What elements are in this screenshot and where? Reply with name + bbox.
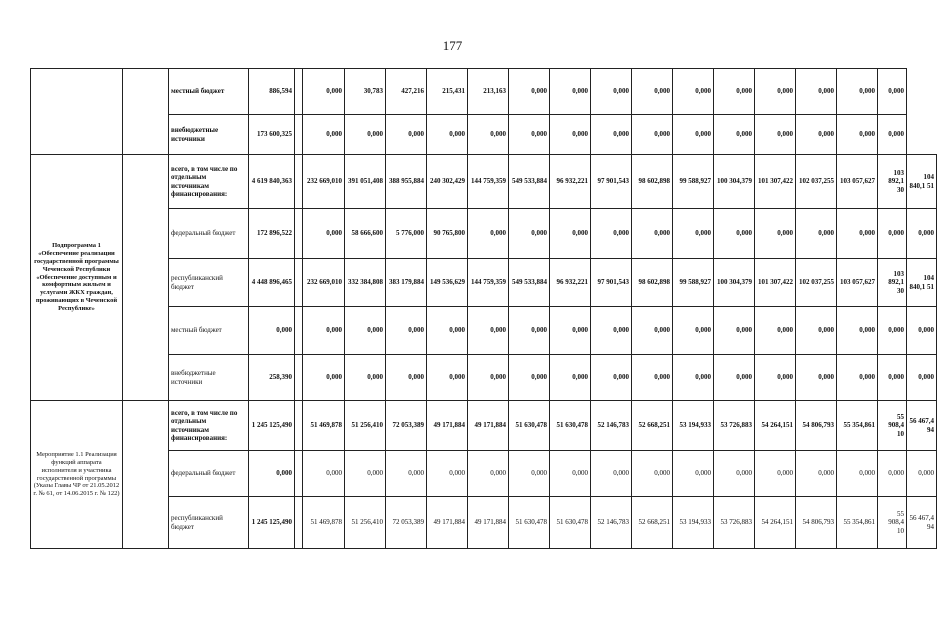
year-value: 54 264,151 (755, 401, 796, 451)
source-label: местный бюджет (169, 307, 249, 355)
total-value: 1 245 125,490 (249, 401, 295, 451)
year-value: 0,000 (796, 209, 837, 259)
year-value: 0,000 (632, 209, 673, 259)
year-value: 0,000 (673, 355, 714, 401)
year-value: 0,000 (468, 451, 509, 497)
year-value: 0,000 (550, 355, 591, 401)
source-label: республиканский бюджет (169, 497, 249, 549)
year-value: 0,000 (386, 355, 427, 401)
year-value: 0,000 (907, 355, 937, 401)
year-value: 52 146,783 (591, 497, 632, 549)
year-value: 101 307,422 (755, 155, 796, 209)
year-value: 0,000 (345, 355, 386, 401)
page-number: 177 (442, 38, 463, 53)
year-value: 103 892,1 30 (878, 155, 907, 209)
year-value: 383 179,884 (386, 259, 427, 307)
year-value: 0,000 (427, 355, 468, 401)
year-value: 51 630,478 (509, 401, 550, 451)
year-value: 0,000 (796, 355, 837, 401)
table-row (31, 401, 937, 451)
source-label: федеральный бюджет (169, 209, 249, 259)
year-value: 0,000 (550, 307, 591, 355)
year-value: 0,000 (714, 307, 755, 355)
year-value: 0,000 (714, 451, 755, 497)
year-value: 332 384,808 (345, 259, 386, 307)
year-value: 391 051,408 (345, 155, 386, 209)
year-value: 144 759,359 (468, 259, 509, 307)
year-value: 0,000 (673, 69, 714, 115)
year-value: 56 467,4 94 (907, 497, 937, 549)
year-value: 98 602,898 (632, 259, 673, 307)
year-value: 0,000 (427, 115, 468, 155)
year-value: 49 171,884 (427, 401, 468, 451)
year-value: 144 759,359 (468, 155, 509, 209)
year-value: 0,000 (837, 451, 878, 497)
table-row (31, 155, 937, 209)
year-value: 72 053,389 (386, 401, 427, 451)
year-value: 51 630,478 (550, 497, 591, 549)
total-value: 4 448 896,465 (249, 259, 295, 307)
year-value: 232 669,010 (303, 155, 345, 209)
year-value: 103 057,627 (837, 259, 878, 307)
year-value: 0,000 (550, 69, 591, 115)
spacer-cell (295, 307, 303, 355)
year-value: 49 171,884 (468, 401, 509, 451)
year-value: 0,000 (755, 307, 796, 355)
year-value: 0,000 (907, 209, 937, 259)
year-value: 0,000 (796, 451, 837, 497)
year-value: 97 901,543 (591, 155, 632, 209)
spacer-cell (295, 209, 303, 259)
total-value: 258,390 (249, 355, 295, 401)
year-value: 149 536,629 (427, 259, 468, 307)
year-value: 99 588,927 (673, 259, 714, 307)
year-value: 49 171,884 (427, 497, 468, 549)
year-value: 0,000 (878, 209, 907, 259)
year-value: 0,000 (386, 115, 427, 155)
year-value: 54 264,151 (755, 497, 796, 549)
year-value: 0,000 (755, 355, 796, 401)
year-value: 52 146,783 (591, 401, 632, 451)
year-value: 97 901,543 (591, 259, 632, 307)
year-value: 0,000 (509, 69, 550, 115)
year-value: 0,000 (550, 451, 591, 497)
year-value: 0,000 (907, 307, 937, 355)
year-value: 0,000 (837, 115, 878, 155)
executor-cell (123, 155, 169, 401)
year-value: 549 533,884 (509, 155, 550, 209)
year-value: 0,000 (632, 307, 673, 355)
total-value: 0,000 (249, 307, 295, 355)
year-value: 0,000 (550, 209, 591, 259)
year-value: 96 932,221 (550, 155, 591, 209)
year-value: 0,000 (907, 451, 937, 497)
year-value: 0,000 (878, 307, 907, 355)
year-value: 0,000 (878, 115, 907, 155)
year-value: 55 354,861 (837, 401, 878, 451)
year-value: 0,000 (427, 307, 468, 355)
year-value: 100 304,379 (714, 155, 755, 209)
year-value: 0,000 (755, 451, 796, 497)
year-value: 54 806,793 (796, 497, 837, 549)
year-value: 90 765,800 (427, 209, 468, 259)
year-value: 0,000 (345, 307, 386, 355)
year-value: 52 668,251 (632, 497, 673, 549)
year-value: 51 630,478 (509, 497, 550, 549)
year-value: 0,000 (714, 209, 755, 259)
year-value: 54 806,793 (796, 401, 837, 451)
year-value: 0,000 (303, 115, 345, 155)
table-row (31, 69, 937, 115)
year-value: 0,000 (509, 451, 550, 497)
year-value: 0,000 (673, 115, 714, 155)
year-value: 51 469,878 (303, 401, 345, 451)
year-value: 0,000 (509, 115, 550, 155)
measure-title: Мероприятие 1.1 Реализация функций аппарата исполнителя и участника государственной программы (Указы Главы ЧР от 21.05.2012 г. № 61, от 14.06.2015 г. № 122) (31, 401, 123, 549)
spacer-cell (295, 155, 303, 209)
spacer-cell (295, 355, 303, 401)
year-value: 0,000 (468, 209, 509, 259)
year-value: 0,000 (509, 307, 550, 355)
year-value: 0,000 (550, 115, 591, 155)
year-value: 0,000 (673, 451, 714, 497)
year-value: 0,000 (345, 451, 386, 497)
year-value: 52 668,251 (632, 401, 673, 451)
year-value: 0,000 (427, 451, 468, 497)
year-value: 55 354,861 (837, 497, 878, 549)
year-value: 0,000 (755, 115, 796, 155)
year-value: 240 302,429 (427, 155, 468, 209)
year-value: 0,000 (591, 451, 632, 497)
source-label: всего, в том числе по отдельным источникам финансирования: (169, 401, 249, 451)
year-value: 0,000 (303, 355, 345, 401)
year-value: 56 467,4 94 (907, 401, 937, 451)
year-value: 0,000 (632, 451, 673, 497)
year-value: 103 057,627 (837, 155, 878, 209)
year-value: 51 256,410 (345, 401, 386, 451)
year-value: 0,000 (468, 355, 509, 401)
total-value: 4 619 840,363 (249, 155, 295, 209)
year-value: 0,000 (796, 307, 837, 355)
executor-cell (123, 401, 169, 549)
year-value: 549 533,884 (509, 259, 550, 307)
total-value: 1 245 125,490 (249, 497, 295, 549)
source-label: республиканский бюджет (169, 259, 249, 307)
year-value: 0,000 (591, 115, 632, 155)
spacer-cell (295, 401, 303, 451)
year-value: 0,000 (303, 209, 345, 259)
spacer-cell (295, 69, 303, 115)
year-value: 58 666,600 (345, 209, 386, 259)
source-label: местный бюджет (169, 69, 249, 115)
year-value: 0,000 (878, 355, 907, 401)
year-value: 72 053,389 (386, 497, 427, 549)
year-value: 0,000 (386, 451, 427, 497)
year-value: 55 908,4 10 (878, 497, 907, 549)
year-value: 0,000 (591, 209, 632, 259)
year-value: 0,000 (878, 451, 907, 497)
spacer-cell (295, 497, 303, 549)
year-value: 0,000 (632, 69, 673, 115)
total-value: 173 600,325 (249, 115, 295, 155)
year-value: 53 194,933 (673, 497, 714, 549)
year-value: 0,000 (755, 69, 796, 115)
year-value: 100 304,379 (714, 259, 755, 307)
subprogram-title: Подпрограмма 1 «Обеспечение реализации государственной программы Чеченской Республики «Обеспечение доступным и комфортным жильем и услугами ЖКХ граждан, проживающих в Чеченской Республике» (31, 155, 123, 401)
year-value: 0,000 (755, 209, 796, 259)
year-value: 0,000 (468, 307, 509, 355)
year-value: 0,000 (714, 69, 755, 115)
year-value: 0,000 (837, 209, 878, 259)
year-value: 51 630,478 (550, 401, 591, 451)
year-value: 55 908,4 10 (878, 401, 907, 451)
year-value: 0,000 (837, 69, 878, 115)
year-value: 104 840,1 51 (907, 259, 937, 307)
source-label: всего, в том числе по отдельным источникам финансирования: (169, 155, 249, 209)
year-value: 102 037,255 (796, 259, 837, 307)
year-value: 0,000 (673, 209, 714, 259)
year-value: 0,000 (303, 69, 345, 115)
year-value: 53 726,883 (714, 497, 755, 549)
program-cell (31, 69, 123, 155)
total-value: 0,000 (249, 451, 295, 497)
spacer-cell (295, 259, 303, 307)
year-value: 0,000 (386, 307, 427, 355)
year-value: 232 669,010 (303, 259, 345, 307)
year-value: 99 588,927 (673, 155, 714, 209)
year-value: 51 256,410 (345, 497, 386, 549)
year-value: 0,000 (509, 209, 550, 259)
year-value: 53 726,883 (714, 401, 755, 451)
spacer-cell (295, 115, 303, 155)
source-label: внебюджетные источники (169, 355, 249, 401)
year-value: 0,000 (632, 115, 673, 155)
year-value: 102 037,255 (796, 155, 837, 209)
total-value: 172 896,522 (249, 209, 295, 259)
year-value: 53 194,933 (673, 401, 714, 451)
year-value: 0,000 (837, 355, 878, 401)
year-value: 0,000 (591, 307, 632, 355)
year-value: 427,216 (386, 69, 427, 115)
year-value: 5 776,000 (386, 209, 427, 259)
year-value: 0,000 (673, 307, 714, 355)
source-label: внебюджетные источники (169, 115, 249, 155)
year-value: 213,163 (468, 69, 509, 115)
executor-cell (123, 69, 169, 155)
year-value: 0,000 (509, 355, 550, 401)
budget-table (30, 68, 937, 549)
year-value: 0,000 (468, 115, 509, 155)
total-value: 886,594 (249, 69, 295, 115)
year-value: 101 307,422 (755, 259, 796, 307)
year-value: 215,431 (427, 69, 468, 115)
year-value: 0,000 (837, 307, 878, 355)
spacer-cell (295, 451, 303, 497)
year-value: 0,000 (303, 307, 345, 355)
year-value: 104 840,1 51 (907, 155, 937, 209)
year-value: 0,000 (714, 115, 755, 155)
year-value: 0,000 (796, 69, 837, 115)
year-value: 388 955,884 (386, 155, 427, 209)
year-value: 30,783 (345, 69, 386, 115)
year-value: 98 602,898 (632, 155, 673, 209)
year-value: 0,000 (345, 115, 386, 155)
source-label: федеральный бюджет (169, 451, 249, 497)
year-value: 49 171,884 (468, 497, 509, 549)
year-value: 96 932,221 (550, 259, 591, 307)
year-value: 0,000 (878, 69, 907, 115)
year-value: 0,000 (796, 115, 837, 155)
year-value: 103 892,1 30 (878, 259, 907, 307)
year-value: 0,000 (591, 355, 632, 401)
year-value: 0,000 (591, 69, 632, 115)
year-value: 0,000 (303, 451, 345, 497)
year-value: 51 469,878 (303, 497, 345, 549)
year-value: 0,000 (714, 355, 755, 401)
year-value: 0,000 (632, 355, 673, 401)
